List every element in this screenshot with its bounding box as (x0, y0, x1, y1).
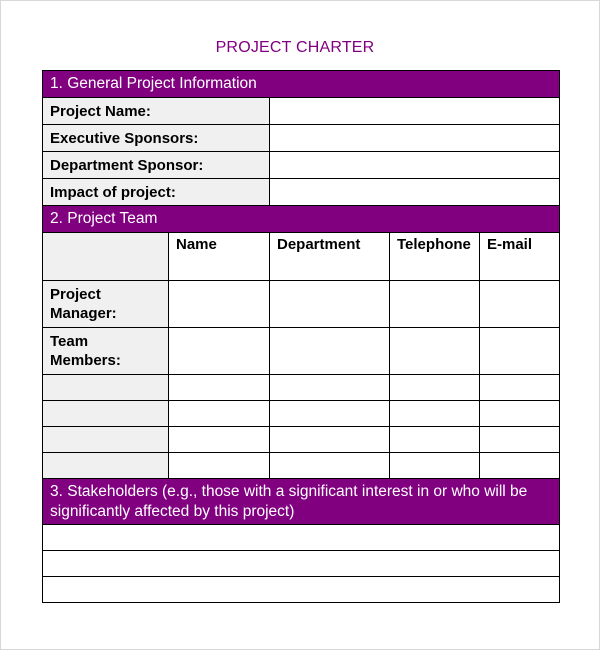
field-row-project-name (43, 98, 560, 125)
table-cell[interactable] (480, 328, 560, 375)
table-cell[interactable] (390, 401, 480, 427)
section-general-header (43, 71, 560, 98)
section-heading: 3. Stakeholders (e.g., those with a significant interest in or who will be significantly affected by this project) (43, 479, 560, 525)
table-cell[interactable] (390, 427, 480, 453)
table-cell[interactable] (169, 375, 270, 401)
impact-of-project-field[interactable] (270, 179, 560, 206)
table-cell[interactable] (480, 375, 560, 401)
team-column-headers (43, 233, 560, 281)
table-cell[interactable] (480, 281, 560, 328)
team-members-label: Team Members: (43, 328, 169, 375)
table-row (43, 427, 560, 453)
impact-of-project-label: Impact of project: (43, 179, 270, 206)
table-cell[interactable] (390, 281, 480, 328)
column-header-telephone: Telephone (390, 233, 480, 281)
table-cell[interactable] (169, 281, 270, 328)
table-cell[interactable] (169, 401, 270, 427)
project-name-label: Project Name: (43, 98, 270, 125)
section-heading: 1. General Project Information (43, 71, 560, 98)
field-row-executive-sponsors (43, 125, 560, 152)
table-cell[interactable] (270, 453, 390, 479)
department-sponsor-label: Department Sponsor: (43, 152, 270, 179)
table-cell[interactable] (169, 453, 270, 479)
stakeholder-line[interactable] (43, 551, 560, 577)
document-title: PROJECT CHARTER (215, 39, 375, 56)
header-blank-cell (43, 233, 169, 281)
table-cell[interactable] (480, 427, 560, 453)
stakeholder-line[interactable] (43, 577, 560, 603)
executive-sponsors-label: Executive Sponsors: (43, 125, 270, 152)
executive-sponsors-field[interactable] (270, 125, 560, 152)
team-row-team-members (43, 328, 560, 375)
table-cell[interactable] (270, 375, 390, 401)
table-cell[interactable] (480, 453, 560, 479)
charter-form (42, 70, 560, 603)
table-cell[interactable] (43, 401, 169, 427)
field-row-impact (43, 179, 560, 206)
table-cell[interactable] (169, 427, 270, 453)
project-manager-label: Project Manager: (43, 281, 169, 328)
section-stakeholders-header (43, 479, 560, 525)
table-cell[interactable] (480, 401, 560, 427)
table-cell[interactable] (43, 427, 169, 453)
field-row-department-sponsor (43, 152, 560, 179)
column-header-name: Name (169, 233, 270, 281)
column-header-department: Department (270, 233, 390, 281)
table-cell[interactable] (270, 328, 390, 375)
section-heading: 2. Project Team (43, 206, 560, 233)
table-cell[interactable] (169, 328, 270, 375)
stakeholder-line[interactable] (43, 525, 560, 551)
team-row-project-manager (43, 281, 560, 328)
table-cell[interactable] (43, 453, 169, 479)
table-row (43, 551, 560, 577)
table-cell[interactable] (390, 328, 480, 375)
table-cell[interactable] (390, 375, 480, 401)
project-name-field[interactable] (270, 98, 560, 125)
table-row (43, 453, 560, 479)
section-team-header (43, 206, 560, 233)
table-cell[interactable] (270, 281, 390, 328)
table-row (43, 525, 560, 551)
table-cell[interactable] (270, 427, 390, 453)
column-header-email: E-mail (480, 233, 560, 281)
department-sponsor-field[interactable] (270, 152, 560, 179)
table-cell[interactable] (43, 375, 169, 401)
table-row (43, 401, 560, 427)
table-row (43, 375, 560, 401)
table-row (43, 577, 560, 603)
table-cell[interactable] (270, 401, 390, 427)
table-cell[interactable] (390, 453, 480, 479)
